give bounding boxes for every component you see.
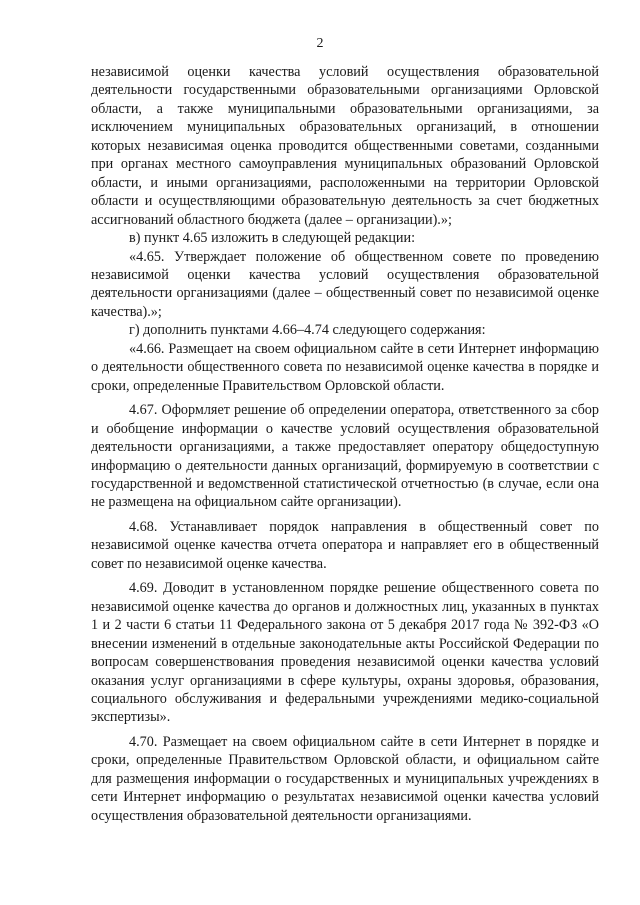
paragraph-item-v: в) пункт 4.65 изложить в следующей редакции: — [129, 230, 416, 247]
paragraph-clause-4-70: 4.70. Размещает на своем официальном сайте в сети Интернет в порядке и сроки, определенные Правительством Орловской области, и официальном сайте для размещения информации о государственных и муниципальных учреждениях в сети Интернет информацию о результатах независимой оценки качества условий осуществления образовательной деятельности организациями. — [91, 733, 599, 824]
paragraph-item-g: г) дополнить пунктами 4.66–4.74 следующего содержания: — [129, 322, 486, 339]
paragraph-clause-4-66: «4.66. Размещает на своем официальном сайте в сети Интернет информацию о деятельности общественного совета по независимой оценке качества в порядке и сроки, определенные Правительством Орловской области. — [91, 340, 599, 394]
page-number: 2 — [316, 36, 324, 51]
paragraph-clause-4-69: 4.69. Доводит в установленном порядке решение общественного совета по независимой оценке качества до органов и должностных лиц, указанных в пунктах 1 и 2 части 6 статьи 11 Федерального закона от 5 декабря 2017 года № 392-ФЗ «О внесении изменений в отдельные законодательные акты Российской Федерации по вопросам совершенствования проведения независимой оценки качества условий оказания услуг организациями в сфере культуры, охраны здоровья, образования, социального обслуживания и федеральными учреждениями медико-социальной экспертизы». — [91, 580, 599, 726]
document-body — [91, 63, 599, 825]
paragraph-clause-4-65: «4.65. Утверждает положение об общественном совете по проведению независимой оценки качества условий осуществления образовательной деятельности организациями (далее – общественный совет по независимой оценке качества).»; — [91, 248, 599, 320]
paragraph-clause-4-67: 4.67. Оформляет решение об определении оператора, ответственного за сбор и обобщение информации о качестве условий осуществления образовательной деятельности организациями, а также предоставляет оператору общедоступную информацию о деятельности данных организаций, формируемую в соответствии с государственной и ведомственной статистической отчетностью (в случае, если она не размещена на официальном сайте организации). — [91, 402, 599, 511]
paragraph-continuation: независимой оценки качества условий осуществления образовательной деятельности государственными образовательными организациями Орловской области, а также муниципальными образовательными организациями, за исключением муниципальных образовательных организаций, в отношении которых независимая оценка проводится общественными советами, созданными при органах местного самоуправления муниципальных образований Орловской области, и иными организациями, расположенными на территории Орловской области и осуществляющими образовательную деятельность за счет бюджетных ассигнований областного бюджета (далее – организации).»; — [91, 64, 599, 228]
paragraph-clause-4-68: 4.68. Устанавливает порядок направления в общественный совет по независимой оценке качества отчета оператора и направляет его в общественный совет по независимой оценке качества. — [91, 518, 599, 572]
